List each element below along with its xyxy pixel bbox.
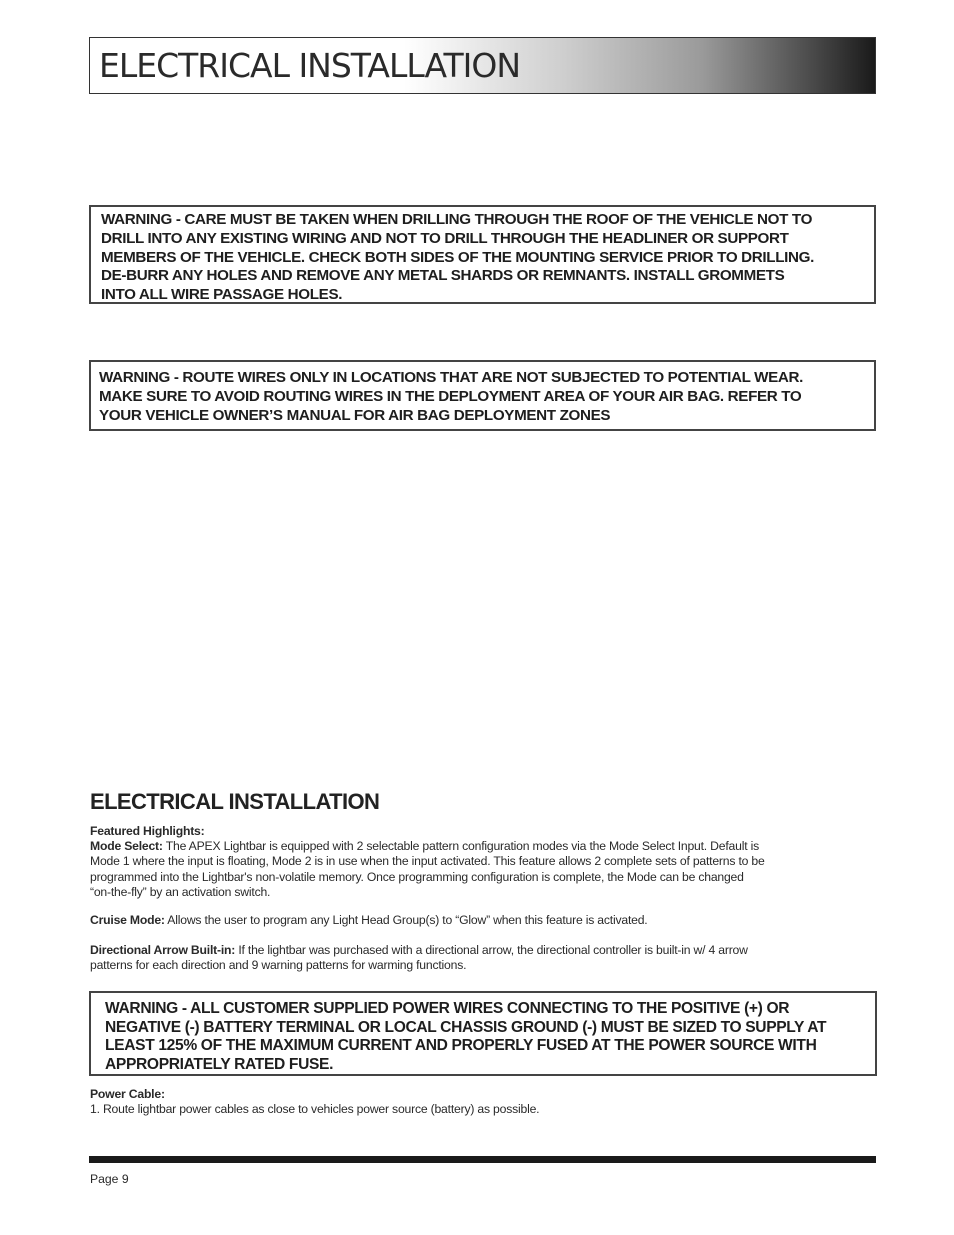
warning-line: LEAST 125% OF THE MAXIMUM CURRENT AND PROPERLY FUSED AT THE POWER SOURCE WITH (105, 1037, 817, 1055)
cruise-mode-label: Cruise Mode: (90, 913, 165, 927)
directional-arrow-text: If the lightbar was purchased with a directional arrow, the directional controller is built-in w/ 4 arrow (235, 943, 748, 957)
cruise-mode-text: Allows the user to program any Light Head Group(s) to “Glow” when this feature is activated. (164, 913, 648, 927)
warning-line: WARNING - ALL CUSTOMER SUPPLIED POWER WIRES CONNECTING TO THE POSITIVE (+) OR (105, 1000, 790, 1017)
header-banner (89, 37, 876, 94)
footer-rule (89, 1156, 876, 1163)
section-heading: ELECTRICAL INSTALLATION (90, 789, 380, 814)
mode-select-text: The APEX Lightbar is equipped with 2 selectable pattern configuration modes via the Mode Select Input. Default is (162, 839, 759, 854)
power-cable-step: 1. Route lightbar power cables as close to vehicles power source (battery) as possible. (90, 1102, 540, 1117)
warning-routing-box (89, 360, 876, 431)
warning-line: MEMBERS OF THE VEHICLE. CHECK BOTH SIDES OF THE MOUNTING SERVICE PRIOR TO DRILLING. (101, 248, 814, 266)
warning-line: INTO ALL WIRE PASSAGE HOLES. (101, 286, 343, 304)
warning-line: YOUR VEHICLE OWNER’S MANUAL FOR AIR BAG DEPLOYMENT ZONES (99, 407, 611, 424)
warning-line: APPROPRIATELY RATED FUSE. (105, 1055, 334, 1073)
directional-arrow-text: patterns for each direction and 9 warning patterns for warming functions. (90, 958, 467, 973)
power-cable-label: Power Cable: (90, 1087, 165, 1101)
directional-arrow-paragraph (90, 943, 748, 973)
mode-select-label: Mode Select: (90, 839, 163, 854)
warning-line: NEGATIVE (-) BATTERY TERMINAL OR LOCAL CHASSIS GROUND (-) MUST BE SIZED TO SUPPLY AT (105, 1018, 827, 1036)
warning-line: MAKE SURE TO AVOID ROUTING WIRES IN THE DEPLOYMENT AREA OF YOUR AIR BAG. REFER TO (99, 388, 802, 405)
featured-label: Featured Highlights: (90, 824, 205, 838)
page-title: ELECTRICAL INSTALLATION (99, 46, 521, 85)
featured-highlights (90, 824, 880, 900)
mode-select-line: “on-the-fly” by an activation switch. (90, 884, 271, 899)
warning-line: DE-BURR ANY HOLES AND REMOVE ANY METAL SHARDS OR REMNANTS. INSTALL GROMMETS (101, 267, 785, 285)
power-cable-section (90, 1087, 539, 1117)
warning-drilling-box (89, 205, 876, 304)
warning-power-box (89, 991, 877, 1076)
mode-select-line: programmed into the Lightbar's non-volatile memory. Once programming configuration is complete, the Mode can be changed (90, 869, 744, 884)
cruise-mode-paragraph (90, 913, 647, 928)
warning-line: WARNING - CARE MUST BE TAKEN WHEN DRILLING THROUGH THE ROOF OF THE VEHICLE NOT TO (101, 211, 813, 228)
mode-select-line (90, 839, 880, 854)
directional-arrow-label: Directional Arrow Built-in: (90, 943, 236, 957)
page-number: Page 9 (90, 1172, 129, 1186)
warning-line: DRILL INTO ANY EXISTING WIRING AND NOT TO DRILL THROUGH THE HEADLINER OR SUPPORT (101, 229, 789, 247)
warning-line: WARNING - ROUTE WIRES ONLY IN LOCATIONS THAT ARE NOT SUBJECTED TO POTENTIAL WEAR. (99, 369, 804, 386)
mode-select-line: Mode 1 where the input is floating, Mode 2 is in use when the input activated. This feature allows 2 complete sets of patterns to be (90, 854, 765, 869)
